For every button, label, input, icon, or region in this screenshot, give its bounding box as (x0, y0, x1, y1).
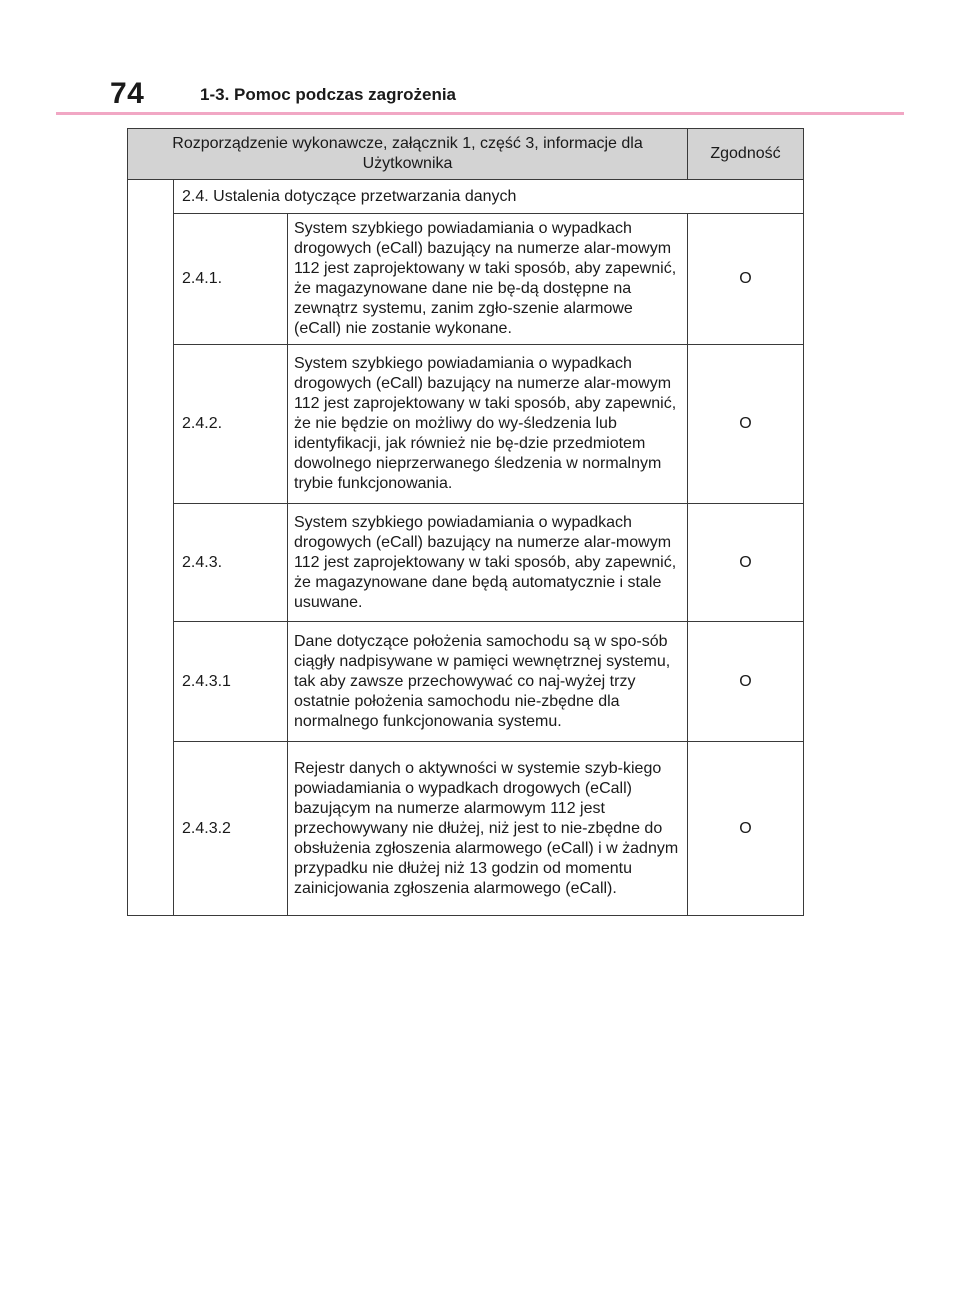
table-row (128, 214, 804, 345)
row-text: System szybkiego powiadamiania o wypadkach drogowych (eCall) bazujący na numerze alar-mowym 112 jest zaprojektowany w taki sposób, aby zapewnić, że magazynowane dane będą automatycznie i stale usuwane. (288, 504, 688, 622)
regulation-table (127, 128, 804, 916)
row-id: 2.4.3. (174, 504, 288, 622)
column-header-compliance: Zgodność (688, 129, 804, 180)
table-row (128, 742, 804, 916)
table-row (128, 504, 804, 622)
page-number: 74 (110, 77, 145, 110)
row-compliance: O (688, 345, 804, 504)
row-id: 2.4.2. (174, 345, 288, 504)
row-compliance: O (688, 742, 804, 916)
row-text: Dane dotyczące położenia samochodu są w spo-sób ciągły nadpisywane w pamięci wewnętrznej systemu, tak aby zawsze przechowywać co naj-wyżej trzy ostatnie położenia samochodu nie-zbędne dla normalnego funkcjonowania systemu. (288, 622, 688, 742)
row-text: Rejestr danych o aktywności w systemie szyb-kiego powiadamiania o wypadkach drogowych (eCall) bazującym na numerze alarmowym 112 jest przechowywany nie dłużej, niż jest to nie-zbędne do obsłużenia zgłoszenia alarmowego (eCall) i w żadnym przypadku nie dłużej niż 13 godzin od momentu zainicjowania zgłoszenia alarmowego (eCall). (288, 742, 688, 916)
row-id: 2.4.1. (174, 214, 288, 345)
row-text: System szybkiego powiadamiania o wypadkach drogowych (eCall) bazujący na numerze alar-mowym 112 jest zaprojektowany w taki sposób, aby zapewnić, że nie będzie on możliwy do wy-śledzenia lub identyfikacji, jak również nie bę-dzie przedmiotem dowolnego nieprzerwanego śledzenia w normalnym trybie funkcjonowania. (288, 345, 688, 504)
header-rule (56, 112, 904, 115)
section-title: 1-3. Pomoc podczas zagrożenia (200, 85, 457, 104)
row-compliance: O (688, 214, 804, 345)
row-compliance: O (688, 504, 804, 622)
row-compliance: O (688, 622, 804, 742)
table-header-row (128, 129, 804, 180)
page-header (58, 74, 904, 114)
indent-cell (128, 180, 174, 916)
row-id: 2.4.3.2 (174, 742, 288, 916)
row-text: System szybkiego powiadamiania o wypadkach drogowych (eCall) bazujący na numerze alar-mowym 112 jest zaprojektowany w taki sposób, aby zapewnić, że magazynowane dane nie bę-dą dostępne na zewnątrz systemu, zanim zgło-szenie alarmowe (eCall) nie zostanie wykonane. (288, 214, 688, 345)
section-label: 2.4. Ustalenia dotyczące przetwarzania danych (174, 180, 804, 214)
table-row (128, 622, 804, 742)
row-id: 2.4.3.1 (174, 622, 288, 742)
column-header-regulation: Rozporządzenie wykonawcze, załącznik 1, część 3, informacje dla Użytkownika (128, 129, 688, 180)
table-row (128, 345, 804, 504)
section-row (128, 180, 804, 214)
